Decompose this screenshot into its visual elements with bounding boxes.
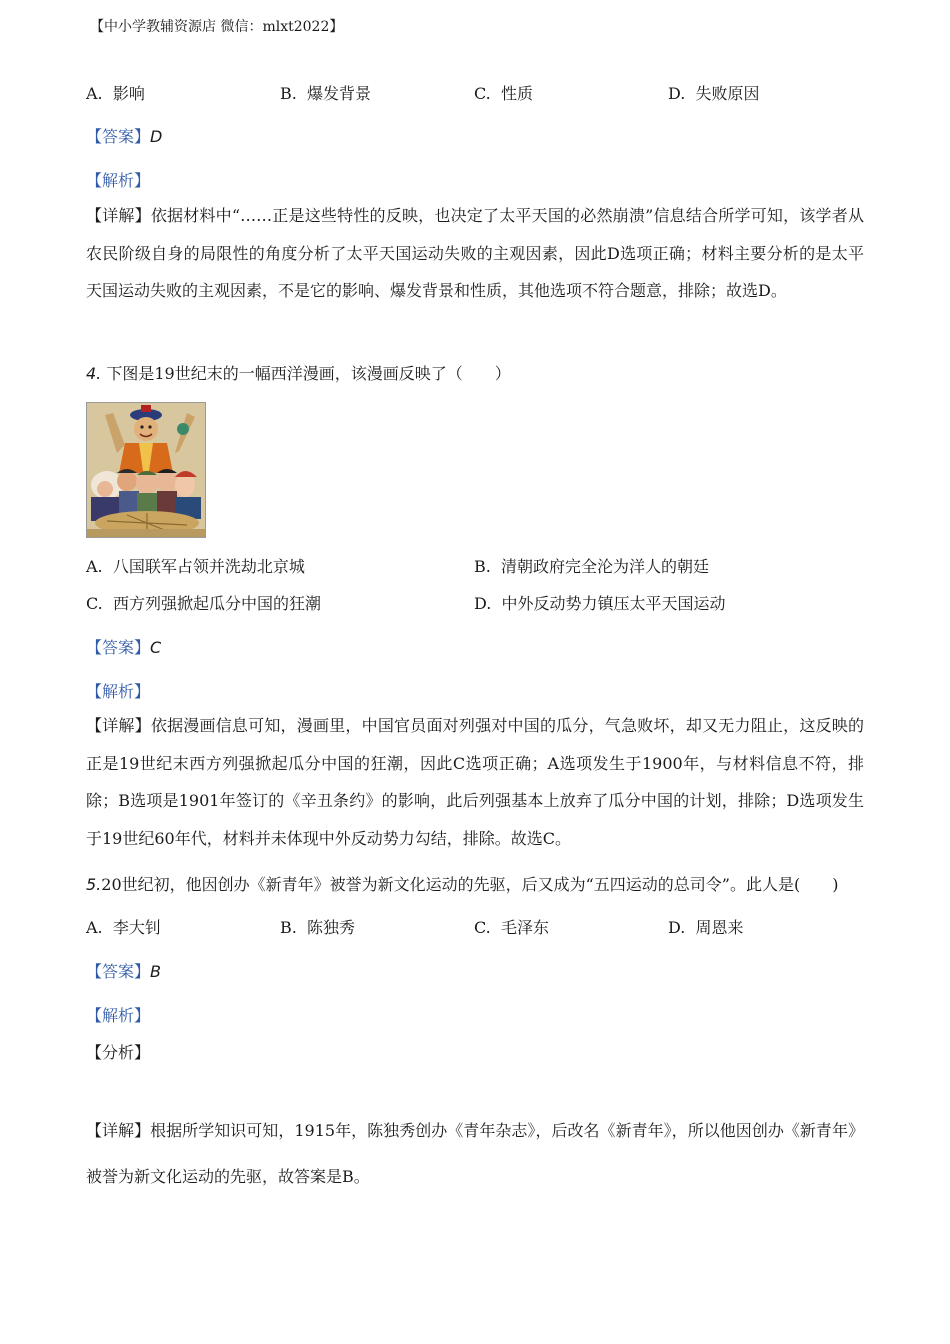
answer-label: 【答案】 <box>86 638 151 657</box>
option-text: 李大钊 <box>112 918 161 937</box>
q3-detail <box>86 197 864 310</box>
q4-answer <box>86 635 161 658</box>
option-letter: C. <box>474 84 491 103</box>
q5-option-b <box>280 915 355 938</box>
q4-analysis-label: 【解析】 <box>86 682 151 701</box>
question-number: 4. <box>86 364 102 383</box>
option-letter: B. <box>280 918 297 937</box>
option-text: 陈独秀 <box>307 918 356 937</box>
option-letter: D. <box>668 84 686 103</box>
q3-option-d <box>668 81 760 104</box>
option-text: 清朝政府完全沦为洋人的朝廷 <box>501 557 710 576</box>
option-letter: C. <box>474 918 491 937</box>
q4-option-c <box>86 591 321 614</box>
answer-value: D <box>150 127 163 146</box>
question-text: 20世纪初，他因创办《新青年》被誉为新文化运动的先驱，后又成为“五四运动的总司令”。此人是( ) <box>101 875 839 894</box>
option-text: 性质 <box>500 84 533 103</box>
detail-text: 依据材料中“……正是这些特性的反映，也决定了太平天国的必然崩溃”信息结合所学可知，该学者从农民阶级自身的局限性的角度分析了太平天国运动失败的主观因素，因此D选项正确；材料主要分析的是太平天国运动失败的主观因素，不是它的影响、爆发背景和性质，其他选项不符合题意，排除；故选D。 <box>86 206 864 300</box>
q4-stem <box>86 361 511 384</box>
cartoon-illustration <box>87 403 205 537</box>
q5-analysis-label: 【解析】 <box>86 1006 151 1025</box>
option-text: 中外反动势力镇压太平天国运动 <box>501 594 726 613</box>
option-letter: D. <box>668 918 686 937</box>
question-number: 5. <box>86 875 102 894</box>
detail-label: 【详解】 <box>86 716 151 735</box>
q4-option-d <box>474 591 726 614</box>
q3-option-c <box>474 81 533 104</box>
detail-text: 根据所学知识可知，1915年，陈独秀创办《青年杂志》，后改名《新青年》，所以他因创办《新青年》被誉为新文化运动的先驱，故答案是B。 <box>86 1121 864 1186</box>
q3-answer <box>86 124 162 147</box>
q5-option-c <box>474 915 549 938</box>
option-text: 影响 <box>112 84 145 103</box>
option-text: 西方列强掀起瓜分中国的狂潮 <box>112 594 321 613</box>
q5-detail <box>86 1108 864 1200</box>
page-header: 【中小学教辅资源店 微信：mlxt2022】 <box>90 19 344 35</box>
option-text: 爆发背景 <box>307 84 372 103</box>
cartoon-image <box>86 402 206 538</box>
detail-label: 【详解】 <box>86 206 151 225</box>
q3-option-b <box>280 81 371 104</box>
q4-option-a <box>86 554 305 577</box>
option-text: 周恩来 <box>695 918 744 937</box>
q5-option-a <box>86 915 161 938</box>
answer-label: 【答案】 <box>86 962 151 981</box>
q3-analysis-label: 【解析】 <box>86 171 151 190</box>
option-letter: C. <box>86 594 103 613</box>
q4-detail <box>86 707 864 857</box>
option-letter: B. <box>280 84 297 103</box>
q5-answer <box>86 959 161 982</box>
option-letter: A. <box>86 918 103 937</box>
option-text: 八国联军占领并洗劫北京城 <box>112 557 305 576</box>
detail-label: 【详解】 <box>86 1121 151 1140</box>
q4-option-b <box>474 554 709 577</box>
answer-value: B <box>150 962 161 981</box>
answer-label: 【答案】 <box>86 127 151 146</box>
question-text: 下图是19世纪末的一幅西洋漫画，该漫画反映了（ ） <box>106 364 511 383</box>
answer-value: C <box>150 638 162 657</box>
q5-fenxi-label: 【分析】 <box>86 1043 151 1062</box>
option-letter: A. <box>86 557 103 576</box>
q5-stem <box>86 872 864 895</box>
q5-option-d <box>668 915 744 938</box>
option-text: 毛泽东 <box>500 918 549 937</box>
option-text: 失败原因 <box>695 84 760 103</box>
option-letter: D. <box>474 594 492 613</box>
detail-text: 依据漫画信息可知，漫画里，中国官员面对列强对中国的瓜分，气急败坏，却又无力阻止，这反映的正是19世纪末西方列强掀起瓜分中国的狂潮，因此C选项正确；A选项发生于1900年，与材料信息不符，排除；B选项是1901年签订的《辛丑条约》的影响，此后列强基本上放弃了瓜分中国的计划，排除；D选项发生于19世纪60年代，材料并未体现中外反动势力勾结，排除。故选C。 <box>86 716 864 848</box>
option-letter: B. <box>474 557 491 576</box>
q3-option-a <box>86 81 145 104</box>
option-letter: A. <box>86 84 103 103</box>
